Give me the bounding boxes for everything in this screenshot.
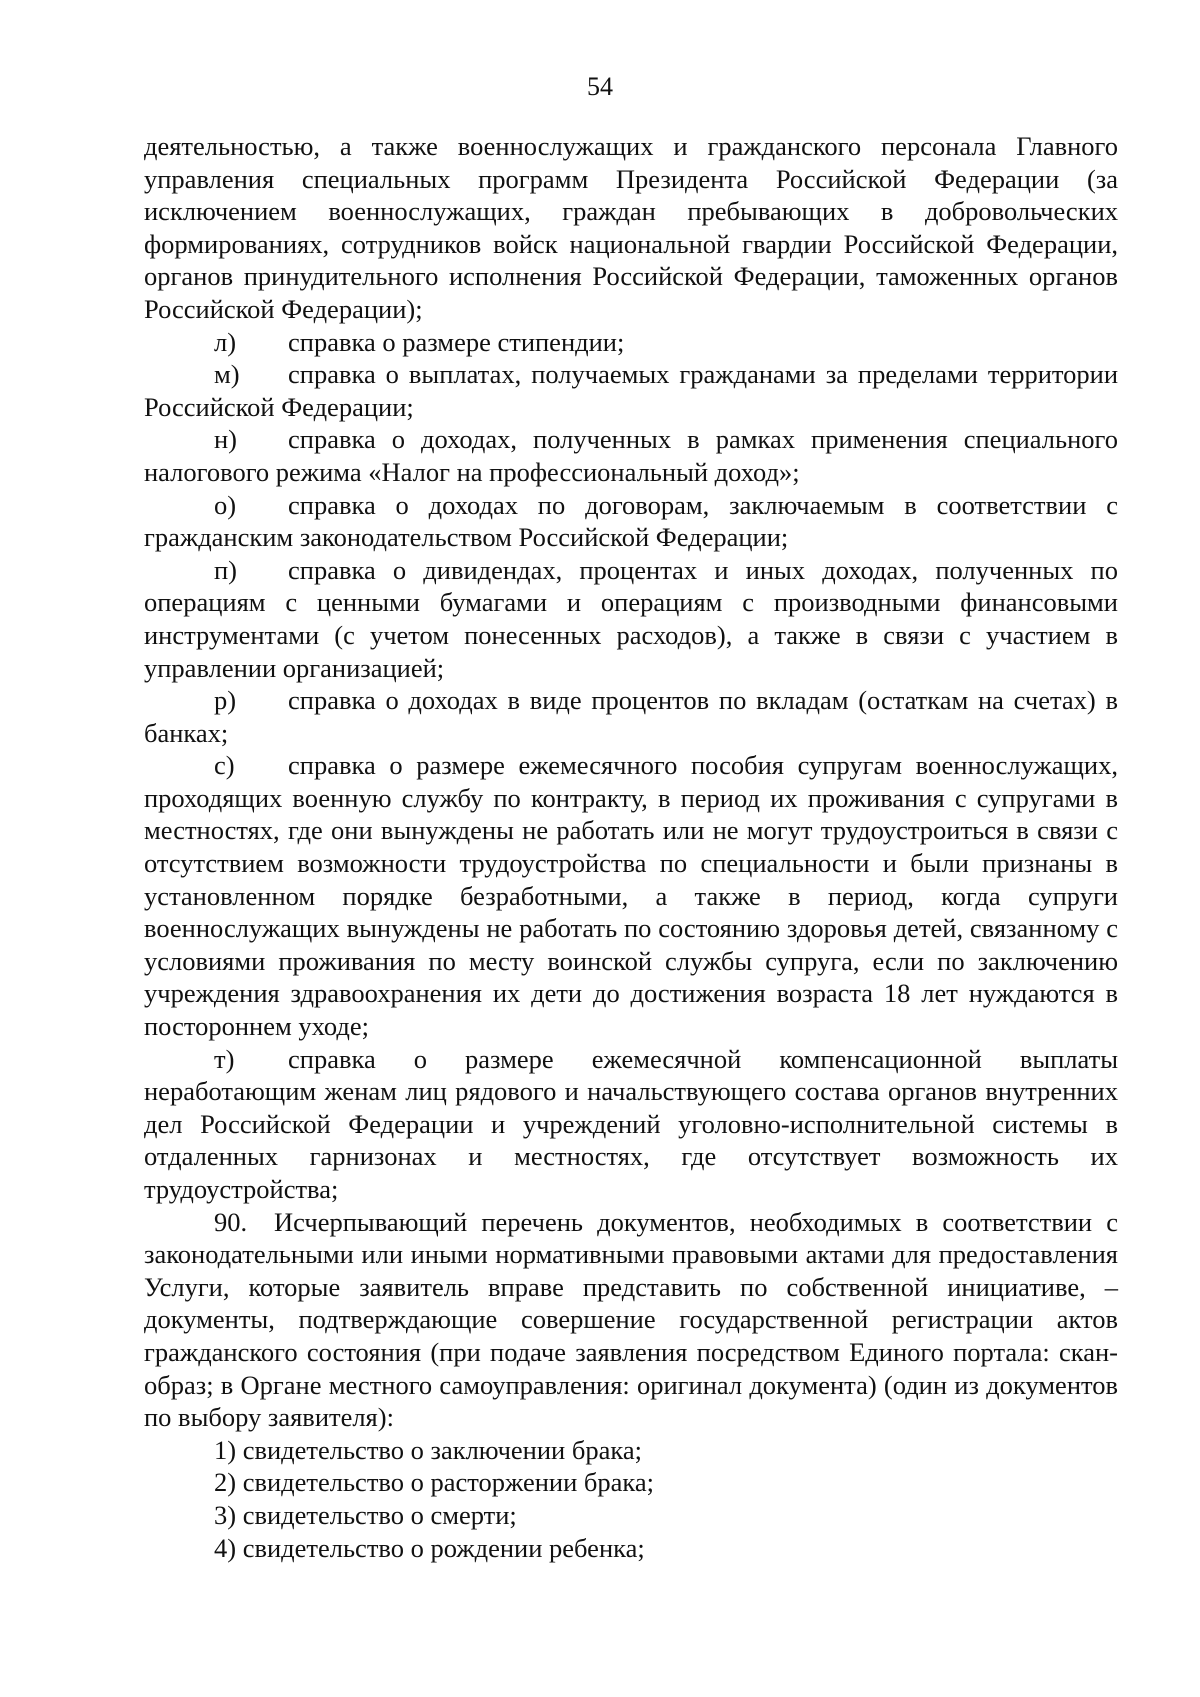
item-text: справка о доходах в виде процентов по вкладам (остаткам на счетах) в банках; — [144, 685, 1118, 748]
item-text: справка о доходах, полученных в рамках применения специального налогового режима «Налог на профессиональный доход»; — [144, 424, 1118, 487]
item-text: справка о размере стипендии; — [288, 326, 625, 357]
item-r — [144, 684, 1118, 749]
continuation-paragraph: деятельностью, а также военнослужащих и гражданского персонала Главного управления специальных программ Президента Российской Федерации (за исключением военнослужащих, граждан пребывающих в добровольческих формированиях, сотрудников войск национальной гвардии Российской Федерации, органов принудительного исполнения Российской Федерации, таможенных органов Российской Федерации); — [144, 131, 1118, 324]
item-o — [144, 489, 1118, 554]
item-p — [144, 554, 1118, 684]
item-letter: о) — [214, 489, 237, 520]
item-letter: н) — [214, 424, 238, 455]
list-item: 2) свидетельство о расторжении брака; — [214, 1467, 654, 1498]
item-text: справка о размере ежемесячного пособия супругам военнослужащих, проходящих военную службу по контракту, в период их проживания с супругами в местностях, где они вынуждены не работать или не могут трудоустроиться в связи с отсутствием возможности трудоустройства по специальности и были признаны в установленном порядке безработными, а также в период, когда супруги военнослужащих вынуждены не работать по состоянию здоровья детей, связанному с условиями проживания по месту воинской службы супруга, если по заключению учреждения здравоохранения их дети до достижения возраста 18 лет нуждаются в постороннем уходе; — [144, 750, 1118, 1042]
list-item: 3) свидетельство о смерти; — [214, 1499, 517, 1530]
item-t — [144, 1043, 1118, 1206]
item-letter: с) — [214, 750, 235, 781]
item-text: справка о доходах по договорам, заключаемым в соответствии с гражданским законодательством Российской Федерации; — [144, 489, 1118, 553]
item-letter: т) — [214, 1043, 235, 1074]
paragraph-text: Исчерпывающий перечень документов, необходимых в соответствии с законодательными или иными нормативными правовыми актами для предоставления Услуги, которые заявитель вправе представить по собственной инициативе, – документы, подтверждающие совершение государственной регистрации актов гражданского состояния (при подаче заявления посредством Единого портала: скан-образ; в Органе местного самоуправления: оригинал документа) (один из документов по выбору заявителя): — [144, 1206, 1118, 1433]
paragraph-number: 90. — [214, 1206, 248, 1237]
item-text: справка о размере ежемесячной компенсационной выплаты неработающим женам лиц рядового и начальствующего состава органов внутренних дел Российской Федерации и учреждений уголовно-исполнительной системы в отдаленных гарнизонах и местностях, где отсутствует возможность их трудоустройства; — [144, 1043, 1118, 1204]
page-number: 54 — [587, 72, 613, 101]
item-letter: л) — [214, 326, 237, 357]
item-n — [144, 423, 1118, 488]
item-letter: м) — [214, 359, 240, 390]
item-letter: р) — [214, 685, 237, 716]
list-item: 4) свидетельство о рождении ребенка; — [214, 1532, 645, 1563]
item-letter: п) — [214, 554, 238, 585]
item-s — [144, 749, 1118, 1042]
document-body — [144, 130, 1118, 1564]
item-m — [144, 358, 1118, 423]
paragraph-90 — [144, 1206, 1118, 1434]
item-text: справка о выплатах, получаемых гражданами за пределами территории Российской Федерации; — [144, 359, 1118, 422]
list-item: 1) свидетельство о заключении брака; — [214, 1434, 642, 1465]
item-l — [144, 326, 1118, 359]
item-text: справка о дивидендах, процентах и иных доходах, полученных по операциям с ценными бумагами и операциям с производными финансовыми инструментами (с учетом понесенных расходов), а также в связи с участием в управлении организацией; — [144, 554, 1118, 683]
